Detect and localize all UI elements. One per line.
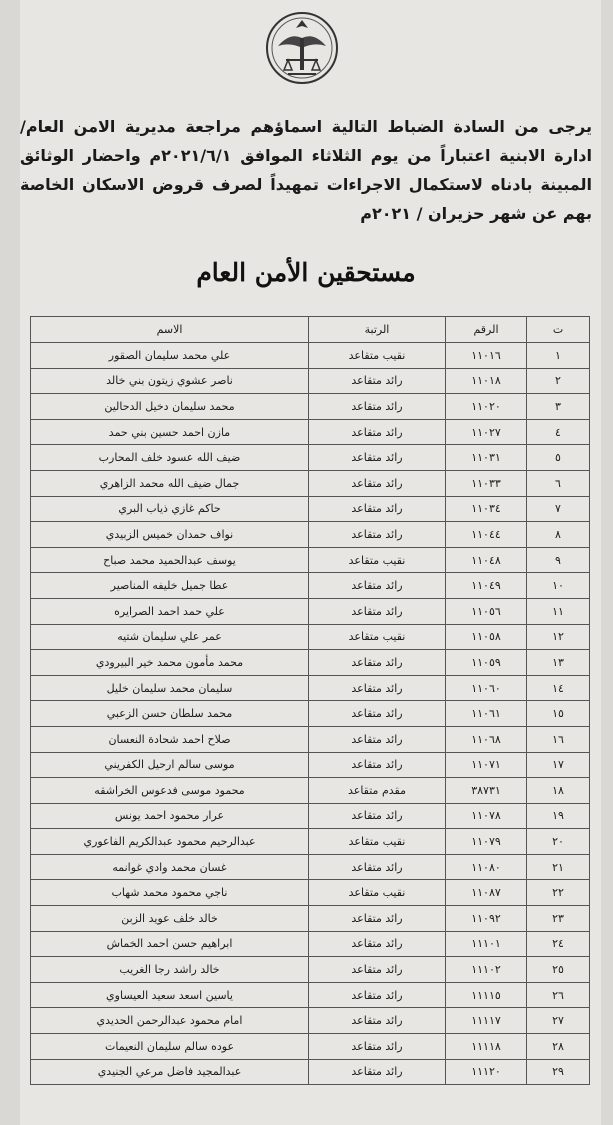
table-row — [31, 803, 590, 829]
row-rank: رائد متقاعد — [309, 419, 446, 445]
table-row — [31, 906, 590, 932]
row-number: ١١١١٨ — [446, 1034, 527, 1060]
row-index: ٢٧ — [527, 1008, 590, 1034]
row-name: ضيف الله عسود خلف المحارب — [31, 445, 309, 471]
row-rank: نقيب متقاعد — [309, 624, 446, 650]
row-rank: رائد متقاعد — [309, 906, 446, 932]
row-index: ١ — [527, 343, 590, 369]
table-row — [31, 854, 590, 880]
row-rank: رائد متقاعد — [309, 522, 446, 548]
row-name: جمال ضيف الله محمد الزاهري — [31, 470, 309, 496]
row-rank: نقيب متقاعد — [309, 880, 446, 906]
row-name: عبدالمجيد فاضل مرعي الجنيدي — [31, 1059, 309, 1085]
row-index: ١٢ — [527, 624, 590, 650]
row-number: ١١٠٣٤ — [446, 496, 527, 522]
row-rank: رائد متقاعد — [309, 752, 446, 778]
header-number: الرقم — [446, 317, 527, 343]
row-number: ١١٠٣٣ — [446, 470, 527, 496]
row-index: ١٥ — [527, 701, 590, 727]
row-name: امام محمود عبدالرحمن الحديدي — [31, 1008, 309, 1034]
row-rank: رائد متقاعد — [309, 598, 446, 624]
row-number: ١١٠١٦ — [446, 343, 527, 369]
row-number: ١١٠٧٨ — [446, 803, 527, 829]
row-index: ٢٢ — [527, 880, 590, 906]
row-rank: رائد متقاعد — [309, 726, 446, 752]
public-security-emblem-icon — [264, 8, 340, 88]
row-number: ١١٠٩٢ — [446, 906, 527, 932]
row-rank: رائد متقاعد — [309, 445, 446, 471]
row-rank: رائد متقاعد — [309, 854, 446, 880]
row-number: ١١٠٥٩ — [446, 650, 527, 676]
row-index: ٢٥ — [527, 957, 590, 983]
row-index: ١٧ — [527, 752, 590, 778]
table-row — [31, 931, 590, 957]
row-rank: نقيب متقاعد — [309, 343, 446, 369]
row-name: صلاح احمد شحادة النعسان — [31, 726, 309, 752]
row-name: ناجي محمود محمد شهاب — [31, 880, 309, 906]
row-name: محمد سلطان حسن الزعبي — [31, 701, 309, 727]
table-row — [31, 726, 590, 752]
table-row — [31, 573, 590, 599]
row-name: ابراهيم حسن احمد الخماش — [31, 931, 309, 957]
table-row — [31, 394, 590, 420]
row-rank: رائد متقاعد — [309, 470, 446, 496]
row-number: ١١٠٧٩ — [446, 829, 527, 855]
row-index: ١١ — [527, 598, 590, 624]
row-index: ١٣ — [527, 650, 590, 676]
row-index: ٦ — [527, 470, 590, 496]
table-header-row — [31, 317, 590, 343]
row-index: ١٨ — [527, 778, 590, 804]
table-row — [31, 957, 590, 983]
row-name: نواف حمدان خميس الزبيدي — [31, 522, 309, 548]
row-number: ١١١٢٠ — [446, 1059, 527, 1085]
row-index: ١٦ — [527, 726, 590, 752]
notice-heading: مستحقين الأمن العام — [196, 258, 416, 287]
row-number: ٣٨٧٣١ — [446, 778, 527, 804]
row-rank: رائد متقاعد — [309, 803, 446, 829]
table-row — [31, 752, 590, 778]
row-name: عوده سالم سليمان النعيمات — [31, 1034, 309, 1060]
row-index: ٢٤ — [527, 931, 590, 957]
row-rank: رائد متقاعد — [309, 1008, 446, 1034]
row-name: ناصر عشوي زيتون بني خالد — [31, 368, 309, 394]
row-name: غسان محمد وادي غوانمه — [31, 854, 309, 880]
table-row — [31, 675, 590, 701]
table-row — [31, 778, 590, 804]
table-row — [31, 419, 590, 445]
row-number: ١١١٠٢ — [446, 957, 527, 983]
row-rank: رائد متقاعد — [309, 650, 446, 676]
header-index: ت — [527, 317, 590, 343]
row-name: يوسف عبدالحميد محمد صباح — [31, 547, 309, 573]
row-index: ٢٩ — [527, 1059, 590, 1085]
row-index: ١٤ — [527, 675, 590, 701]
row-index: ١٠ — [527, 573, 590, 599]
row-rank: رائد متقاعد — [309, 701, 446, 727]
table-row — [31, 496, 590, 522]
table-row — [31, 880, 590, 906]
row-number: ١١٠٣١ — [446, 445, 527, 471]
row-name: خالد خلف عويد الزبن — [31, 906, 309, 932]
row-number: ١١٠٥٦ — [446, 598, 527, 624]
table-row — [31, 470, 590, 496]
row-index: ٤ — [527, 419, 590, 445]
row-number: ١١٠٧١ — [446, 752, 527, 778]
row-name: عبدالرحيم محمود عبدالكريم الفاعوري — [31, 829, 309, 855]
row-number: ١١٠٢٧ — [446, 419, 527, 445]
row-rank: رائد متقاعد — [309, 394, 446, 420]
row-name: ياسين اسعد سعيد العيساوي — [31, 982, 309, 1008]
row-rank: مقدم متقاعد — [309, 778, 446, 804]
table-row — [31, 624, 590, 650]
row-name: موسى سالم ارحيل الكفريني — [31, 752, 309, 778]
row-index: ٢٨ — [527, 1034, 590, 1060]
table-row — [31, 650, 590, 676]
row-name: محمود موسى فدعوس الخراشقه — [31, 778, 309, 804]
row-index: ٢٠ — [527, 829, 590, 855]
row-rank: نقيب متقاعد — [309, 547, 446, 573]
row-rank: رائد متقاعد — [309, 982, 446, 1008]
row-name: خالد راشد رجا الغريب — [31, 957, 309, 983]
row-number: ١١٠٦١ — [446, 701, 527, 727]
notice-paragraph: يرجى من السادة الضباط التالية اسماؤهم مراجعة مديرية الامن العام/ ادارة الابنية اعتباراً من يوم الثلاثاء الموافق ٢٠٢١/٦/١م واحضار الوثائق المبينة بادناه لاستكمال الاجراءات تمهيداً لصرف قروض الاسكان الخاصة بهم عن شهر حزيران / ٢٠٢١م — [20, 117, 592, 223]
row-number: ١١١١٥ — [446, 982, 527, 1008]
row-number: ١١٠٢٠ — [446, 394, 527, 420]
table-row — [31, 445, 590, 471]
row-rank: رائد متقاعد — [309, 496, 446, 522]
row-rank: رائد متقاعد — [309, 573, 446, 599]
table-row — [31, 1034, 590, 1060]
row-index: ٧ — [527, 496, 590, 522]
row-index: ٢٣ — [527, 906, 590, 932]
row-number: ١١٠٦٨ — [446, 726, 527, 752]
row-number: ١١٠٨٧ — [446, 880, 527, 906]
row-index: ٢١ — [527, 854, 590, 880]
table-row — [31, 829, 590, 855]
row-rank: رائد متقاعد — [309, 1059, 446, 1085]
row-index: ٨ — [527, 522, 590, 548]
row-index: ٢ — [527, 368, 590, 394]
row-rank: نقيب متقاعد — [309, 829, 446, 855]
row-number: ١١٠٦٠ — [446, 675, 527, 701]
table-row — [31, 598, 590, 624]
row-index: ٥ — [527, 445, 590, 471]
row-rank: رائد متقاعد — [309, 931, 446, 957]
row-number: ١١٠٥٨ — [446, 624, 527, 650]
table-row — [31, 701, 590, 727]
row-number: ١١٠٤٤ — [446, 522, 527, 548]
row-rank: رائد متقاعد — [309, 368, 446, 394]
row-number: ١١٠٨٠ — [446, 854, 527, 880]
row-number: ١١٠٤٨ — [446, 547, 527, 573]
row-index: ٢٦ — [527, 982, 590, 1008]
row-rank: رائد متقاعد — [309, 675, 446, 701]
row-name: محمد مأمون محمد خير البيرودي — [31, 650, 309, 676]
row-name: عرار محمود احمد يونس — [31, 803, 309, 829]
header-rank: الرتبة — [309, 317, 446, 343]
row-name: مازن احمد حسين بني حمد — [31, 419, 309, 445]
row-name: سليمان محمد سليمان خليل — [31, 675, 309, 701]
row-rank: رائد متقاعد — [309, 1034, 446, 1060]
row-number: ١١٠٤٩ — [446, 573, 527, 599]
row-number: ١١١٠١ — [446, 931, 527, 957]
row-number: ١١٠١٨ — [446, 368, 527, 394]
header-name: الاسم — [31, 317, 309, 343]
row-index: ٣ — [527, 394, 590, 420]
beneficiaries-table — [30, 316, 590, 1085]
table-row — [31, 343, 590, 369]
row-name: حاكم غازي ذياب البري — [31, 496, 309, 522]
table-row — [31, 1059, 590, 1085]
row-name: محمد سليمان دخيل الدحالين — [31, 394, 309, 420]
table-row — [31, 547, 590, 573]
row-number: ١١١١٧ — [446, 1008, 527, 1034]
table-row — [31, 522, 590, 548]
row-name: علي محمد سليمان الصقور — [31, 343, 309, 369]
row-index: ٩ — [527, 547, 590, 573]
table-row — [31, 1008, 590, 1034]
row-name: عطا جميل خليفه المناصير — [31, 573, 309, 599]
row-index: ١٩ — [527, 803, 590, 829]
row-name: علي حمد احمد الصرايره — [31, 598, 309, 624]
table-row — [31, 982, 590, 1008]
table-row — [31, 368, 590, 394]
row-rank: رائد متقاعد — [309, 957, 446, 983]
row-name: عمر علي سليمان شتيه — [31, 624, 309, 650]
